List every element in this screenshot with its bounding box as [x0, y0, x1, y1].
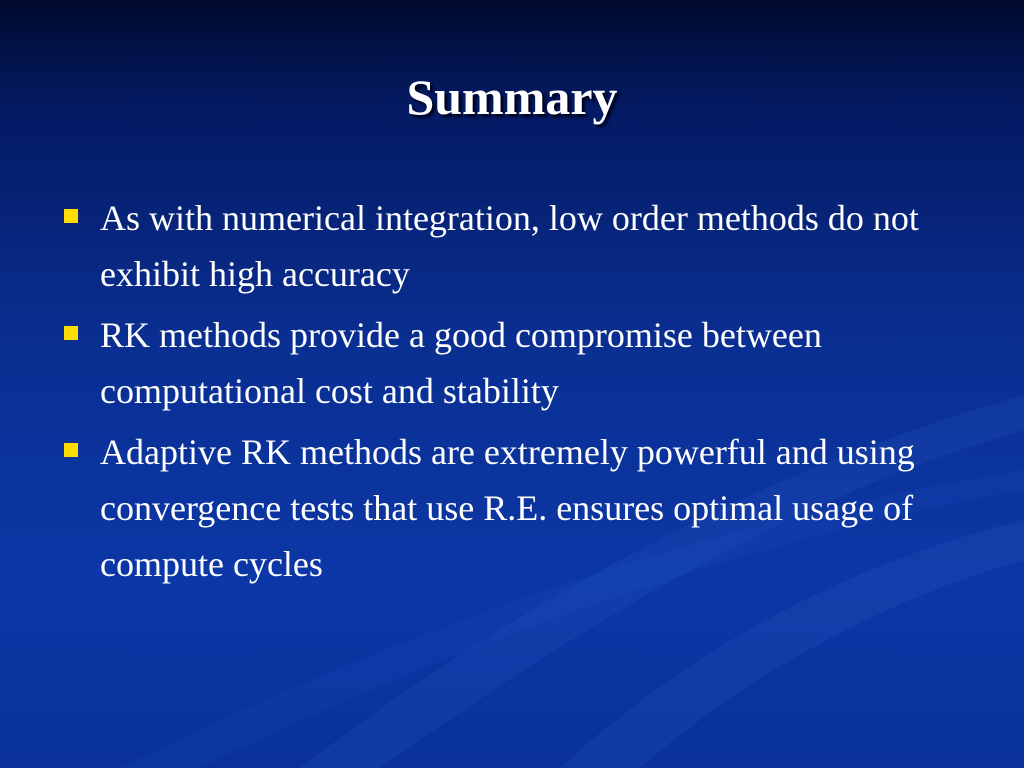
bullet-text: RK methods provide a good compromise between computational cost and stability	[100, 315, 822, 411]
square-bullet-icon	[64, 443, 78, 457]
bullet-text: As with numerical integration, low order methods do not exhibit high accuracy	[100, 198, 919, 294]
bullet-item	[62, 190, 962, 302]
bullet-item	[62, 424, 962, 592]
slide-title: Summary	[406, 69, 618, 125]
bullet-item	[62, 307, 962, 419]
square-bullet-icon	[64, 326, 78, 340]
square-bullet-icon	[64, 209, 78, 223]
bullet-list	[62, 190, 962, 597]
bullet-text: Adaptive RK methods are extremely powerful and using convergence tests that use R.E. ensures optimal usage of compute cycles	[100, 432, 915, 584]
